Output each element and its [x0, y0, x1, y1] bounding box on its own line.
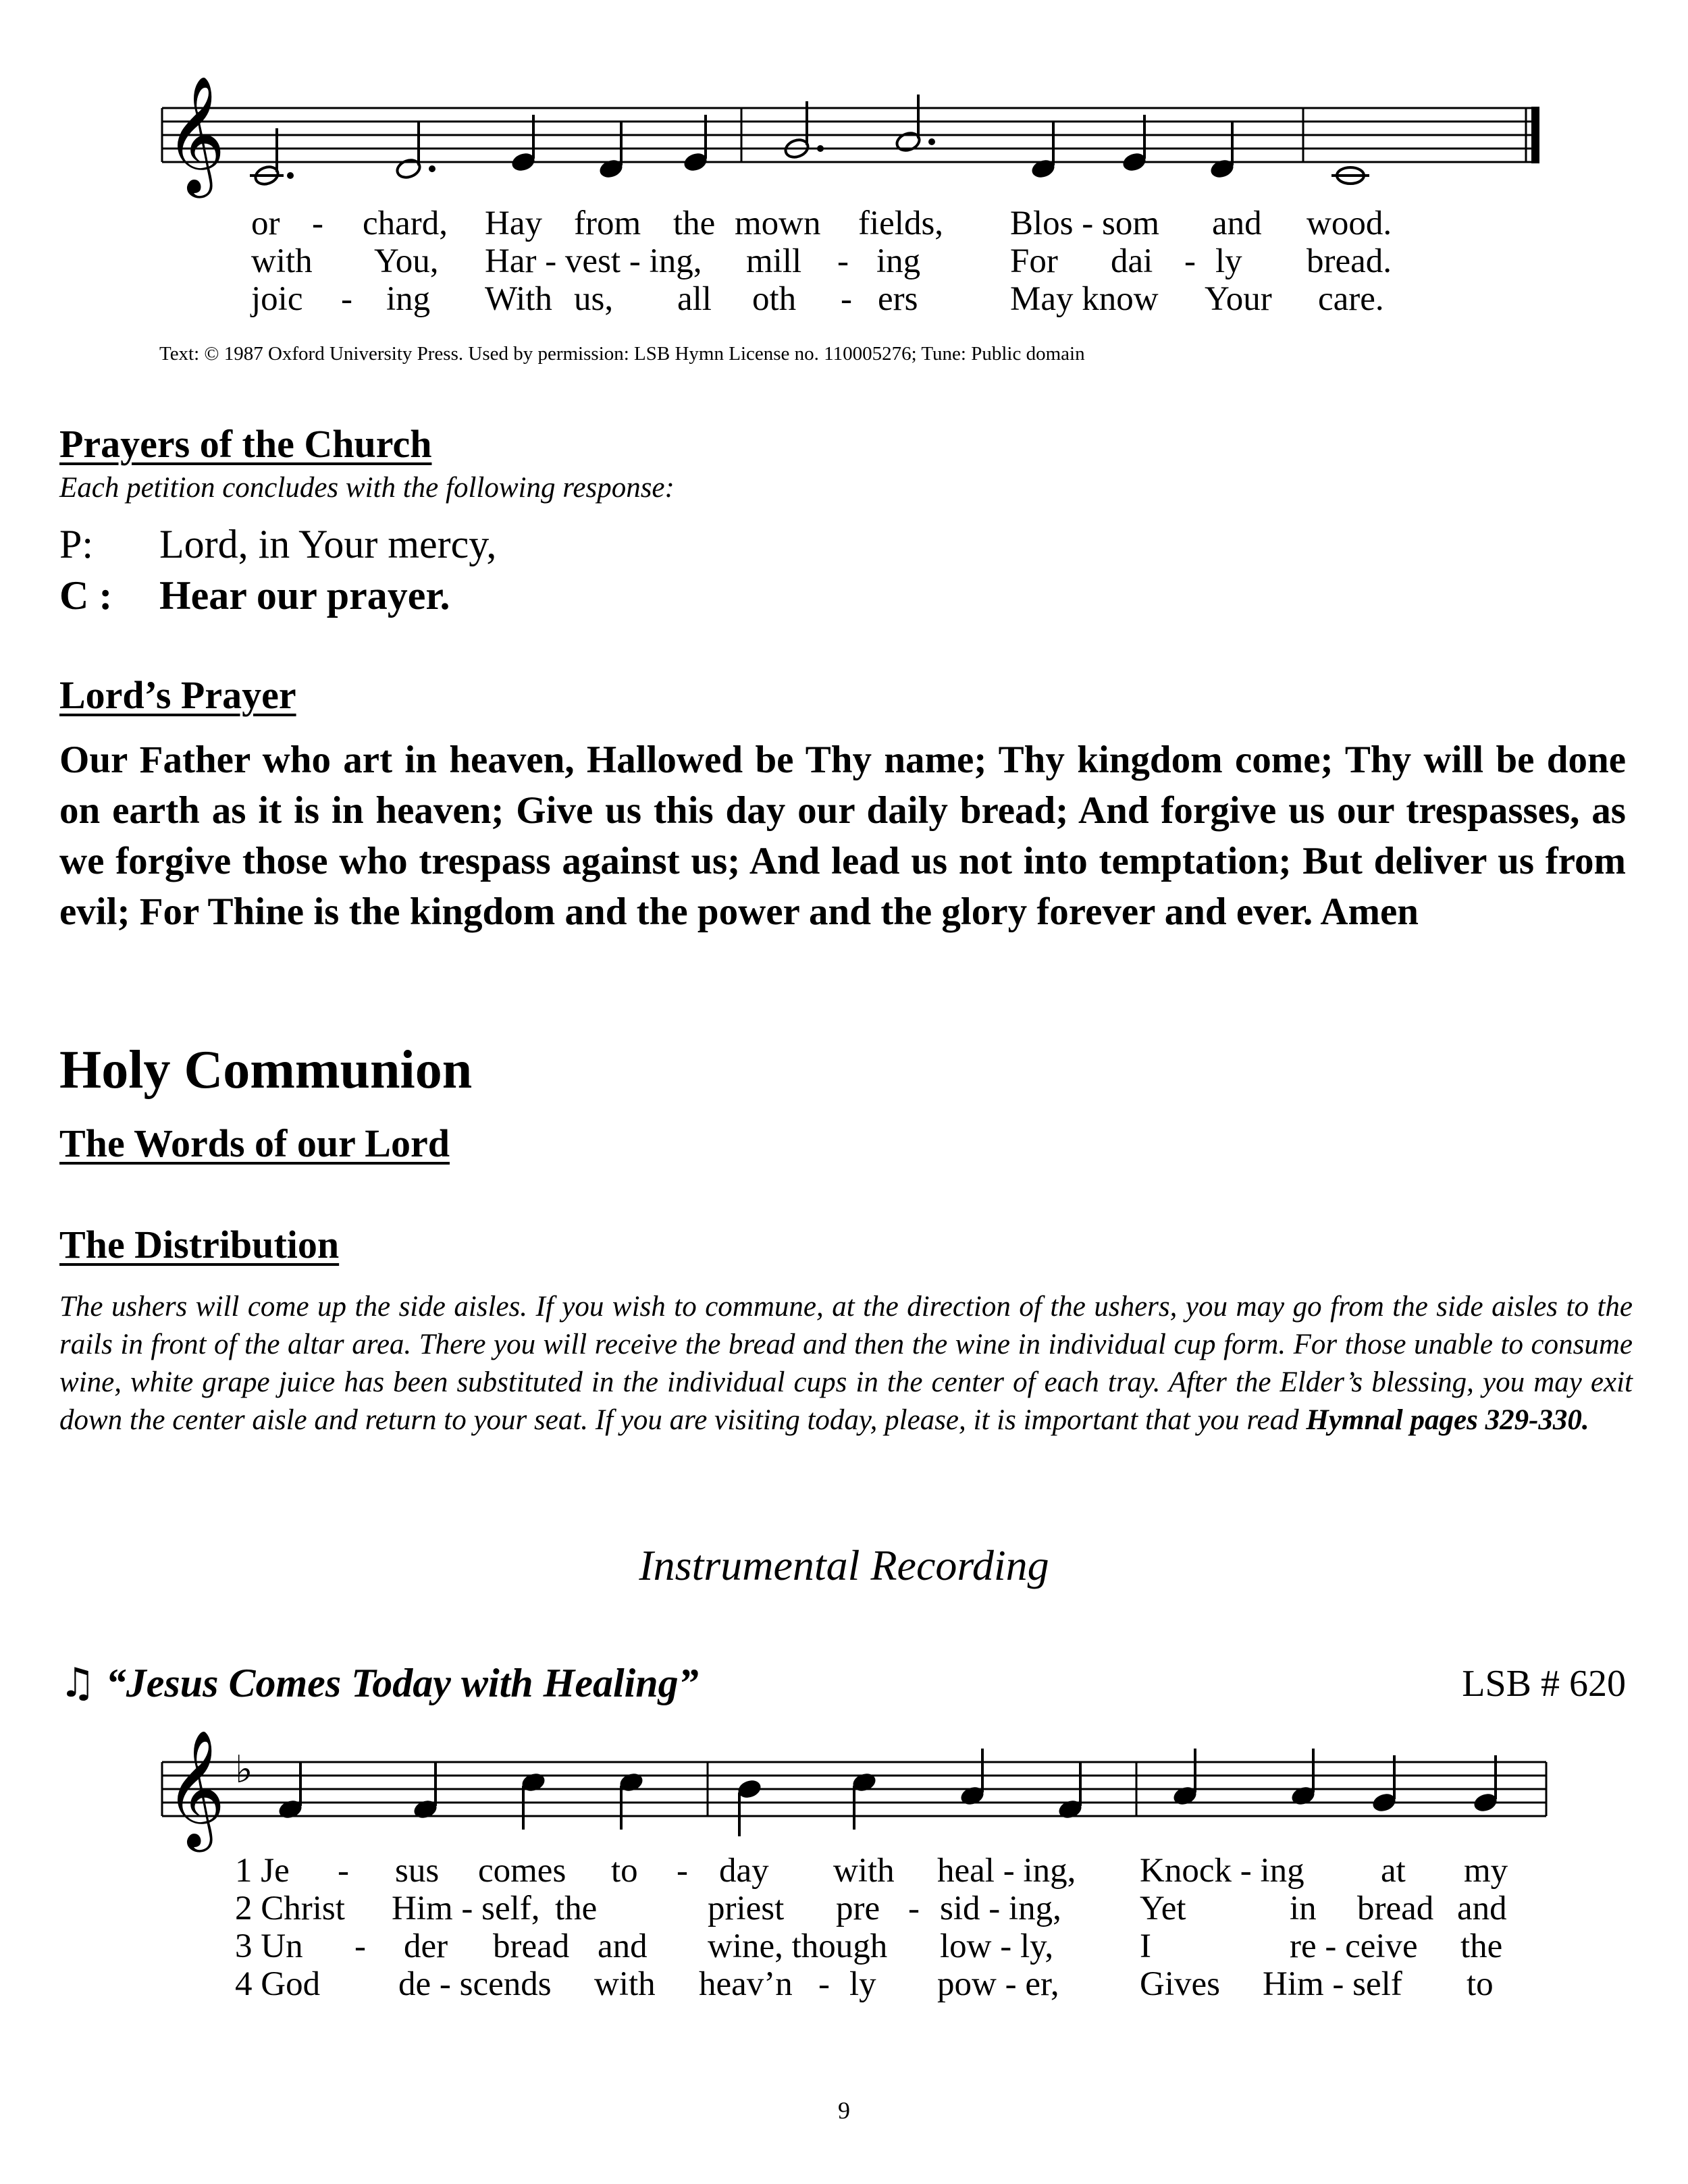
lyric-syllable: my [1464, 1852, 1508, 1890]
lyric-syllable: - [338, 1852, 349, 1890]
lyric-syllable: or [251, 205, 280, 242]
lyric-syllable: low - ly, [940, 1927, 1054, 1965]
lyric-syllable: - [677, 1852, 688, 1890]
lyric-syllable: with [251, 242, 313, 280]
lyric-syllable: comes [478, 1852, 566, 1890]
hymn2-title-row [59, 1659, 699, 1707]
distribution-text: The ushers will come up the side aisles. If you wish to commune, at the direction of the ushers, you may go from the side aisles to the rails in front of the altar area. There you will receive the bread and then the wine in individual cup form. For those unable to consume wine, white grape juice has been substituted in the individual cups in the center of each tray. After the Elder’s blessing, you may exit down the center aisle and return to your seat. If you are visiting today, please, it is important that you read [59, 1291, 1633, 1436]
lyric-syllable: all [677, 280, 712, 318]
lyric-syllable: Him - self, [392, 1890, 540, 1927]
lyric-syllable: - [1184, 242, 1196, 280]
pastor-response: Lord, in Your mercy, [159, 522, 497, 566]
lyric-syllable: mown [735, 205, 821, 242]
lyric-syllable: Yet [1140, 1890, 1186, 1927]
lyric-syllable: - [818, 1965, 830, 2003]
lyric-syllable: from [574, 205, 641, 242]
words-of-our-lord-heading: The Words of our Lord [59, 1121, 450, 1165]
treble-clef-icon: 𝄞 [165, 1730, 226, 1847]
lyric-syllable: care. [1318, 280, 1384, 318]
lyric-syllable: Gives [1140, 1965, 1220, 2003]
congregation-label: C : [59, 573, 113, 618]
lyric-syllable: bread [493, 1927, 570, 1965]
lyric-syllable: to [611, 1852, 638, 1890]
lyric-syllable: oth [752, 280, 797, 318]
distribution-instructions [59, 1288, 1633, 1439]
lyric-syllable: the [555, 1890, 598, 1927]
lyric-syllable: ers [878, 280, 918, 318]
lyric-syllable: and [598, 1927, 648, 1965]
lyric-syllable: wood. [1307, 205, 1392, 242]
lyric-syllable: at [1381, 1852, 1406, 1890]
lyric-syllable: re - ceive [1290, 1927, 1418, 1965]
lyric-syllable: wine, though [708, 1927, 888, 1965]
lyric-syllable: ly [1215, 242, 1242, 280]
distribution-heading: The Distribution [59, 1223, 340, 1267]
lyric-syllable: - [354, 1927, 366, 1965]
lyric-syllable: Him - self [1263, 1965, 1402, 2003]
prayers-heading: Prayers of the Church [59, 422, 432, 466]
lyric-syllable: priest [708, 1890, 785, 1927]
lyric-syllable: joic [251, 280, 303, 318]
lyric-syllable: 4 God [235, 1965, 321, 2003]
lyric-syllable: chard, [363, 205, 448, 242]
lyric-syllable: ly [849, 1965, 876, 2003]
lyric-syllable: ing [876, 242, 921, 280]
lyric-syllable: For [1010, 242, 1058, 280]
lyric-syllable: Knock - ing [1140, 1852, 1304, 1890]
music-note-icon: ♫ [59, 1659, 96, 1707]
lyric-syllable: with [594, 1965, 656, 2003]
lyric-syllable: pre [836, 1890, 880, 1927]
lyric-syllable: heav’n [699, 1965, 793, 2003]
congregation-response: Hear our prayer. [159, 573, 450, 618]
lyric-syllable: May know [1010, 280, 1159, 318]
lyric-syllable: sus [395, 1852, 440, 1890]
lyric-syllable: ing [386, 280, 431, 318]
lyric-syllable: mill [746, 242, 802, 280]
instrumental-recording-label: Instrumental Recording [639, 1541, 1049, 1589]
lyric-syllable: You, [374, 242, 439, 280]
lyric-syllable: and [1457, 1890, 1507, 1927]
lyric-syllable: fields, [858, 205, 944, 242]
lyric-syllable: bread. [1307, 242, 1392, 280]
flat-icon: ♭ [235, 1748, 253, 1792]
lyric-syllable: - [908, 1890, 920, 1927]
lyric-syllable: Har - vest - ing, [485, 242, 702, 280]
hymn2-staff [0, 1715, 1688, 1870]
lyric-syllable: de - scends [398, 1965, 552, 2003]
prayers-instruction: Each petition concludes with the following response: [59, 472, 675, 504]
lyric-syllable: 1 Je [235, 1852, 290, 1890]
page-number: 9 [838, 2097, 850, 2124]
lyric-syllable: - [837, 242, 849, 280]
pastor-label: P: [59, 522, 94, 566]
lyric-syllable: pow - er, [937, 1965, 1059, 2003]
lyric-syllable: sid - ing, [940, 1890, 1061, 1927]
lyric-syllable: der [404, 1927, 448, 1965]
lords-prayer-text: Our Father who art in heaven, Hallowed be Thy name; Thy kingdom come; Thy will be done on earth as it is in heaven; Give us this day our daily bread; And forgive us our trespasses, as we forgive those who trespass against us; And lead us not into temptation; But deliver us from evil; For Thine is the kingdom and the power and the glory forever and ever. Amen [59, 739, 1626, 933]
lyric-syllable: 3 Un [235, 1927, 303, 1965]
lords-prayer-heading: Lord’s Prayer [59, 673, 296, 717]
lyric-syllable: in [1290, 1890, 1317, 1927]
lyric-syllable: heal - ing, [937, 1852, 1076, 1890]
lyric-syllable: - [341, 280, 352, 318]
lyric-syllable: With [485, 280, 552, 318]
hymnal-pages-reference: Hymnal pages 329-330. [1306, 1404, 1589, 1436]
lyric-syllable: us, [574, 280, 614, 318]
lyric-syllable: to [1467, 1965, 1494, 2003]
lyric-syllable: day [719, 1852, 769, 1890]
holy-communion-title: Holy Communion [59, 1040, 473, 1100]
hymn1-copyright-credit: Text: © 1987 Oxford University Press. Used by permission: LSB Hymn License no. 110005276; Tune: Public domain [159, 343, 1085, 365]
lyric-syllable: I [1140, 1927, 1151, 1965]
lyric-syllable: with [833, 1852, 895, 1890]
treble-clef-icon: 𝄞 [165, 76, 226, 193]
lyric-syllable: the [1460, 1927, 1503, 1965]
lyric-syllable: - [312, 205, 323, 242]
lyric-syllable: the [673, 205, 716, 242]
hymn2-title: “Jesus Comes Today with Healing” [105, 1661, 699, 1705]
lyric-syllable: Blos - som [1010, 205, 1160, 242]
lyric-syllable: bread [1357, 1890, 1434, 1927]
lyric-syllable: and [1212, 205, 1262, 242]
hymn2-number: LSB # 620 [1462, 1663, 1626, 1705]
lyric-syllable: Your [1205, 280, 1272, 318]
lyric-syllable: Hay [485, 205, 542, 242]
lyric-syllable: 2 Christ [235, 1890, 345, 1927]
lyric-syllable: - [841, 280, 852, 318]
lyric-syllable: dai [1111, 242, 1153, 280]
